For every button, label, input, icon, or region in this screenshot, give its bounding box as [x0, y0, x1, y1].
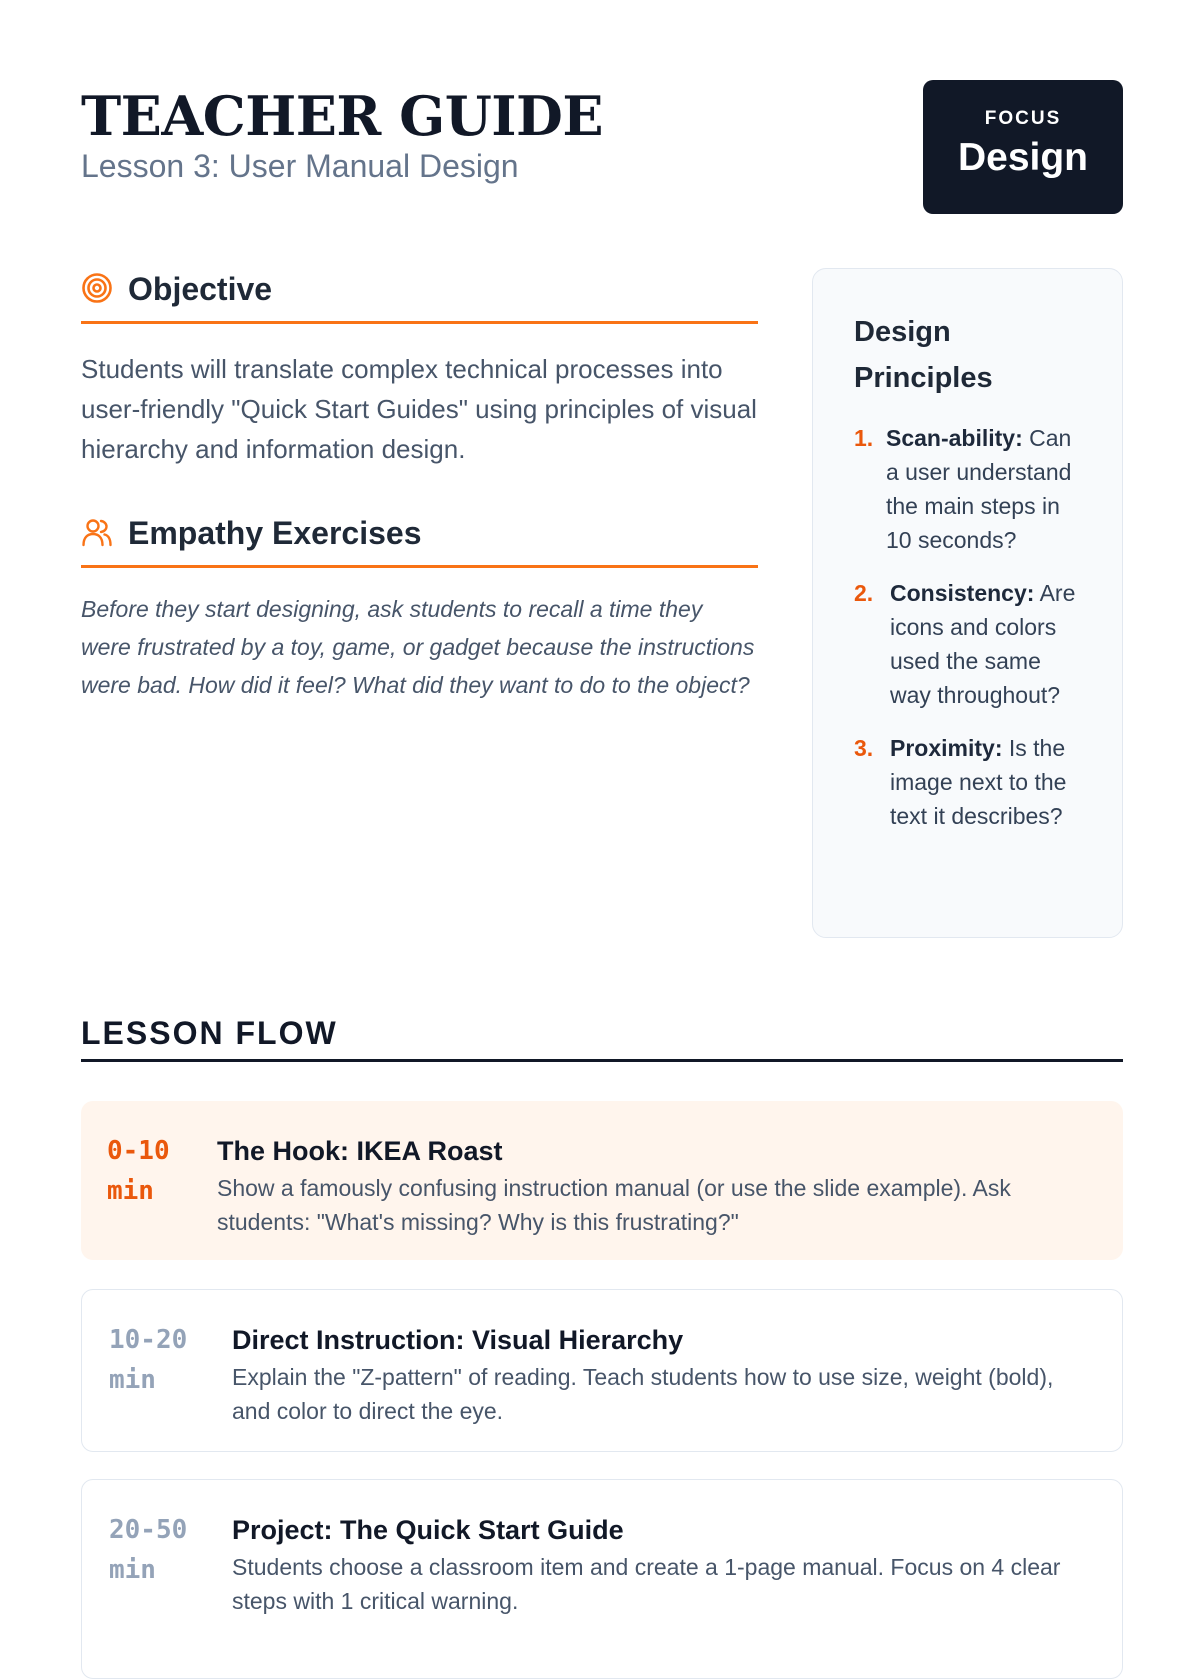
users-icon: [81, 516, 113, 548]
objective-text: Students will translate complex technical processes into user-friendly "Quick Start Guides" using principles of visual hierarchy and information design.: [81, 354, 757, 464]
principle-term: Scan-ability:: [886, 425, 1023, 451]
left-column: [81, 268, 758, 704]
flow-body: [217, 1131, 1087, 1239]
flow-body: [232, 1510, 1086, 1618]
principle-term: Consistency:: [890, 580, 1035, 606]
empathy-title: Empathy Exercises: [128, 515, 422, 551]
lesson-flow-title: LESSON FLOW: [81, 1015, 338, 1051]
flow-time: 20-50 min: [109, 1515, 188, 1585]
target-icon: [81, 272, 113, 304]
objective-header: [81, 268, 758, 324]
principle-item: [854, 421, 1086, 557]
lesson-flow-header: [81, 1006, 1123, 1062]
lesson-flow-item: [81, 1479, 1123, 1679]
flow-name: Direct Instruction: Visual Hierarchy: [232, 1325, 684, 1355]
principle-number: 1.: [854, 425, 874, 451]
lesson-flow-item: [81, 1289, 1123, 1452]
principle-number: 3.: [854, 735, 874, 761]
principle-text: Is the image next to the text it describes?: [890, 735, 1067, 829]
focus-label: FOCUS: [984, 108, 1062, 129]
principle-item: [854, 576, 1086, 712]
flow-body: [232, 1320, 1086, 1428]
flow-description: Students choose a classroom item and create a 1-page manual. Focus on 4 clear steps with 1 critical warning.: [232, 1554, 1061, 1614]
page-title: TEACHER GUIDE: [81, 84, 604, 148]
flow-name: Project: The Quick Start Guide: [232, 1515, 624, 1545]
principle-term: Proximity:: [890, 735, 1003, 761]
principle-item: [854, 731, 1086, 833]
header: [81, 80, 1123, 215]
lesson-flow-item: [81, 1101, 1123, 1260]
principles-list: [854, 421, 1086, 833]
empathy-text: Before they start designing, ask students to recall a time they were frustrated by a toy, game, or gadget because the instructions were bad. How did it feel? What did they want to do to the object?: [81, 596, 755, 698]
flow-name: The Hook: IKEA Roast: [217, 1136, 503, 1166]
flow-time: 0-10 min: [107, 1136, 170, 1206]
page-subtitle: Lesson 3: User Manual Design: [81, 148, 519, 184]
focus-value: Design: [957, 136, 1089, 179]
teacher-guide-page: [81, 0, 1123, 1614]
empathy-header: [81, 512, 758, 568]
design-principles-card: [812, 268, 1123, 938]
principle-text: Can a user understand the main steps in 10 seconds?: [886, 425, 1072, 553]
focus-badge: [923, 80, 1123, 214]
objective-title: Objective: [128, 271, 273, 307]
principles-title: Design Principles: [854, 316, 993, 394]
principle-number: 2.: [854, 580, 874, 606]
principle-text: Are icons and colors used the same way throughout?: [890, 580, 1076, 708]
flow-description: Show a famously confusing instruction manual (or use the slide example). Ask students: "What's missing? Why is this frustrating?": [217, 1175, 1011, 1235]
flow-time: 10-20 min: [109, 1325, 188, 1395]
flow-description: Explain the "Z-pattern" of reading. Teach students how to use size, weight (bold), and color to direct the eye.: [232, 1364, 1054, 1424]
